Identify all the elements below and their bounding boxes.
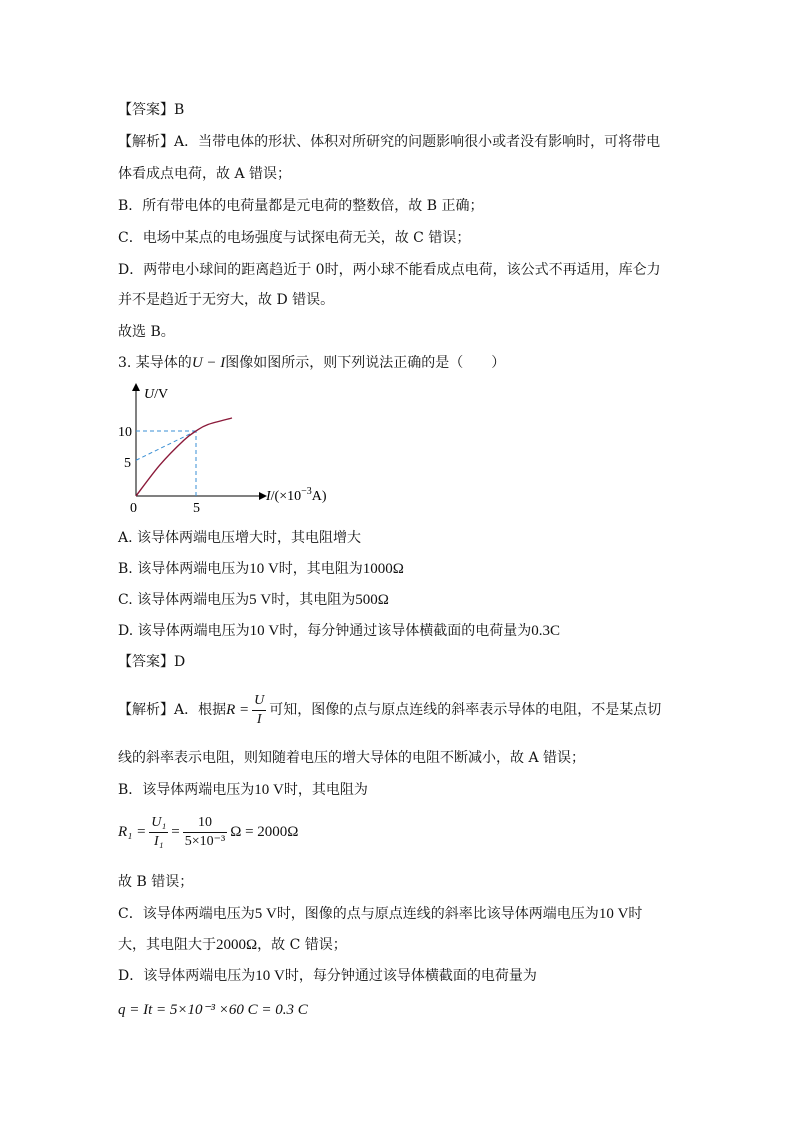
analysis-d-line2: 并不是趋近于无穷大，故 D 错误。: [118, 292, 335, 308]
analysis3-d-line1: [118, 966, 537, 986]
option-c-prefix: C. 该导体两端电压为: [118, 592, 250, 608]
option-d-mid: 时，每分钟通过该导体横截面的电荷量为: [279, 623, 532, 639]
option-b: [118, 559, 404, 579]
x-tick-0: 0: [130, 501, 137, 516]
stem-expr: U − I: [191, 355, 226, 371]
formula-u-over-i: [252, 692, 266, 729]
analysis-c: C．电场中某点的电场强度与试探电荷无关，故 C 错误；: [118, 230, 471, 246]
y-tick-10: 10: [118, 425, 132, 440]
option-a: A. 该导体两端电压增大时，其电阻增大: [118, 530, 362, 546]
answer3-label: 【答案】D: [118, 654, 186, 670]
analysis3-d-formula: q = It = 5×10⁻³ ×60 C = 0.3 C: [118, 1002, 308, 1018]
analysis3-c-prefix: C．该导体两端电压为: [118, 906, 255, 922]
formula-r1-lhs: R₁ =: [118, 824, 147, 840]
analysis3-a-line1: [118, 690, 661, 730]
analysis3-c-suffix: 时: [628, 906, 643, 922]
option-c: [118, 590, 389, 610]
analysis3-a-suffix: 可知，图像的点与原点连线的斜率表示导体的电阻，不是某点切: [269, 702, 662, 718]
y-axis-label: U/V: [144, 387, 169, 402]
option-c-value: 5 V: [249, 592, 272, 608]
analysis3-c2-prefix: 大，其电阻大于: [118, 937, 216, 953]
analysis3-d-suffix: 时，每分钟通过该导体横截面的电荷量为: [284, 968, 537, 984]
option-b-value: 10 V: [249, 561, 279, 577]
formula-i1: I₁: [153, 833, 164, 849]
analysis-a-line2: 体看成点电荷，故 A 错误；: [118, 166, 292, 182]
formula-u1: U₁: [149, 814, 168, 833]
option-b-prefix: B. 该导体两端电压为: [118, 561, 250, 577]
stem-suffix: 图像如图所示，则下列说法正确的是（ ）: [225, 355, 506, 371]
option-c-result: 500Ω: [355, 592, 389, 608]
analysis3-c-value2: 10 V: [598, 906, 629, 922]
option-c-mid: 时，其电阻为: [271, 592, 356, 608]
analysis3-b-conclusion: 故 B 错误；: [118, 874, 194, 890]
analysis3-d-prefix: D．该导体两端电压为: [118, 968, 256, 984]
formula-numerator: U: [252, 692, 266, 711]
analysis-b: B．所有带电体的电荷量都是元电荷的整数倍，故 B 正确；: [118, 198, 484, 214]
question-3-stem: [118, 353, 505, 373]
analysis3-b-value: 10 V: [254, 782, 284, 798]
analysis3-c2-value: 2000Ω: [216, 937, 258, 953]
analysis3-d-value: 10 V: [255, 968, 285, 984]
analysis3-b-suffix: 时，其电阻为: [283, 782, 368, 798]
formula-10-over-5e-3: [183, 814, 227, 851]
option-d-prefix: D. 该导体两端电压为: [118, 623, 250, 639]
x-tick-5: 5: [193, 501, 200, 516]
formula-r-lhs: R =: [226, 702, 250, 718]
option-b-result: 1000Ω: [362, 561, 404, 577]
formula-denominator: I: [256, 711, 262, 727]
option-b-mid: 时，其电阻为: [278, 561, 363, 577]
y-tick-5: 5: [124, 456, 131, 471]
option-d-value: 10 V: [249, 623, 280, 639]
analysis3-c2-suffix: ，故 C 错误；: [257, 937, 347, 953]
analysis3-a-prefix: 【解析】A．根据: [118, 702, 227, 718]
analysis3-c-mid: 时，图像的点与原点连线的斜率比该导体两端电压为: [276, 906, 599, 922]
answer-label: 【答案】B: [118, 102, 185, 118]
u-i-curve: [136, 418, 232, 496]
analysis3-a-line2: 线的斜率表示电阻，则知随着电压的增大导体的电阻不断减小，故 A 错误；: [118, 750, 586, 766]
option-d: [118, 621, 560, 641]
option-d-result: 0.3C: [531, 623, 560, 639]
formula-result-2000: Ω = 2000Ω: [230, 824, 299, 840]
analysis3-b-formula: R₁ = $\frac{\text{U₁}}{\text{I₁}}$ = $\frac{10}{\text{5×10⁻³}}$ Ω = 2000Ω: [118, 814, 299, 849]
analysis-choose: 故选 B。: [118, 324, 175, 340]
analysis3-c-line1: [118, 904, 642, 924]
u-i-graph: [118, 378, 358, 518]
analysis-a-line1: 【解析】A．当带电体的形状、体积对所研究的问题影响很小或者没有影响时，可将带电: [118, 134, 661, 150]
x-axis-label: $I/(\times 10^{-3}A)$: [266, 486, 327, 504]
formula-u1-over-i1: [149, 814, 168, 851]
formula-10: 10: [183, 814, 227, 833]
stem-prefix: 3. 某导体的: [118, 355, 192, 371]
analysis3-c-value: 5 V: [254, 906, 277, 922]
analysis3-b-line1: [118, 780, 368, 800]
analysis-d-line1: D．两带电小球间的距离趋近于 0时，两小球不能看成点电荷，该公式不再适用，库仑力: [118, 262, 661, 278]
formula-5e-3: 5×10⁻³: [184, 833, 226, 849]
analysis3-b-prefix: B．该导体两端电压为: [118, 782, 255, 798]
tangent-dashed-line: [136, 431, 196, 460]
analysis3-c-line2: [118, 935, 347, 955]
